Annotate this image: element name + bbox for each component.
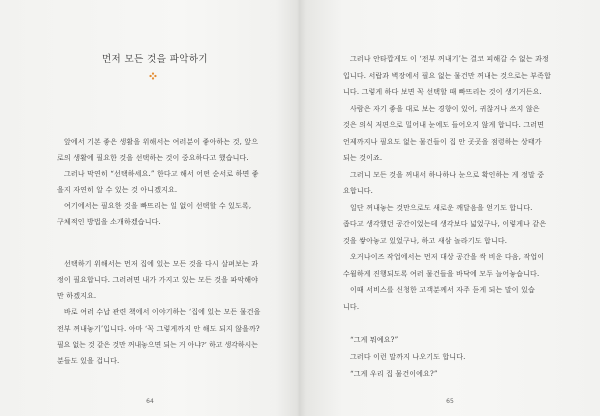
body-line: 수월하게 진행되도록 여러 물건들을 바닥에 모두 늘어놓습니다.	[343, 270, 540, 278]
body-line: 만 하겠지요.	[57, 292, 97, 300]
body-line: 니다.	[343, 303, 360, 311]
body-line: 언제까지나 필요도 없는 물건들이 집 안 곳곳을 점령하는 상태가	[343, 138, 542, 146]
chapter-title: 먼저 모든 것을 파악하기	[101, 54, 209, 65]
ornament-left	[149, 75, 152, 77]
body-line: 여기에서는 필요한 것을 빠뜨리는 일 없이 선택할 수 있도록,	[64, 202, 252, 210]
body-line: 구체적인 방법을 소개하겠습니다.	[57, 218, 161, 226]
dialogue-line: “그게 뭐예요?”	[350, 336, 399, 344]
body-line: 그러나 안타깝게도 이 ‘전부 꺼내기’는 결코 피해갈 수 없는 과정	[350, 55, 549, 63]
body-line: 선택하기 위해서는 먼저 집에 있는 모든 것을 다시 살펴보는 과	[64, 260, 259, 268]
right-page	[300, 0, 600, 416]
body-line: 을지 자연히 알 수 있는 것 아니겠지요.	[57, 186, 178, 194]
body-line: 좁다고 생각했던 공간이었는데 생각보다 넓었구나, 이렇게나 같은	[343, 220, 547, 228]
page-number-left: 64	[146, 398, 154, 405]
ornament-bottom	[152, 77, 154, 80]
body-line: 일단 꺼내놓는 것만으로도 새로운 깨달음을 얻기도 합니다.	[350, 204, 533, 212]
page-number-right: 65	[446, 398, 454, 405]
body-line: 앞에서 기본 좋은 생활을 위해서는 여러분이 좋아하는 것, 앞으	[64, 138, 259, 146]
body-line: 것을 쌓아놓고 있었구나, 하고 새삼 놀라기도 합니다.	[343, 237, 508, 245]
body-line: 것은 의식 저편으로 밀어내 눈에도 들어오지 않게 합니다. 그러면	[343, 121, 545, 129]
body-line: 정이 필요합니다. 그러려면 내가 가지고 있는 모든 것을 파악해야	[57, 276, 259, 284]
body-line: 니다. 그렇게 하다 보면 꼭 선택할 때 빠뜨리는 것이 생기거든요.	[343, 88, 542, 96]
ornament-top	[152, 72, 154, 75]
body-line: 이때 서비스를 신청한 고객분께서 자주 듣게 되는 말이 있습	[350, 286, 535, 294]
body-line: 그러나 막연히 “선택하세요.” 한다고 해서 어떤 순서로 하면 좋	[64, 170, 259, 178]
body-line: 오거나이즈 작업에서는 먼저 대상 공간을 싹 비운 다음, 작업이	[350, 253, 545, 261]
body-line: 되는 것이죠.	[343, 154, 383, 162]
body-line: 필요 없는 것 같은 것만 꺼내놓으면 되는 거 아냐?’ 하고 생각하시는	[57, 341, 258, 349]
ornament-right	[154, 75, 157, 77]
body-line: 분들도 있을 겁니다.	[57, 357, 120, 365]
dialogue-line: “그게 우리 집 물건이에요?”	[350, 370, 438, 378]
body-line: 입니다. 서랍과 벽장에서 필요 없는 물건만 꺼내는 것으로는 부족합	[343, 72, 551, 80]
body-line: 그러다 이런 말까지 나오기도 합니다.	[350, 353, 466, 361]
body-line: 요합니다.	[343, 187, 374, 195]
body-line: 바로 여러 수납 관련 책에서 이야기하는 ‘집에 있는 모든 물건을	[64, 308, 261, 316]
body-line: 그러니 모든 것을 꺼내서 하나하나 눈으로 확인하는 게 정말 중	[350, 171, 545, 179]
body-line: 로의 생활에 필요한 것을 선택하는 것이 중요하다고 했습니다.	[57, 154, 249, 162]
diamond-ornament-icon	[149, 72, 157, 80]
body-line: 사람은 자기 좋을 대로 보는 경향이 있어, 귀찮거나 쓰지 않은	[350, 105, 540, 113]
body-line: 전부 꺼내놓기’입니다. 아마 ‘꼭 그렇게까지 안 해도 되지 않을까?	[57, 325, 260, 333]
